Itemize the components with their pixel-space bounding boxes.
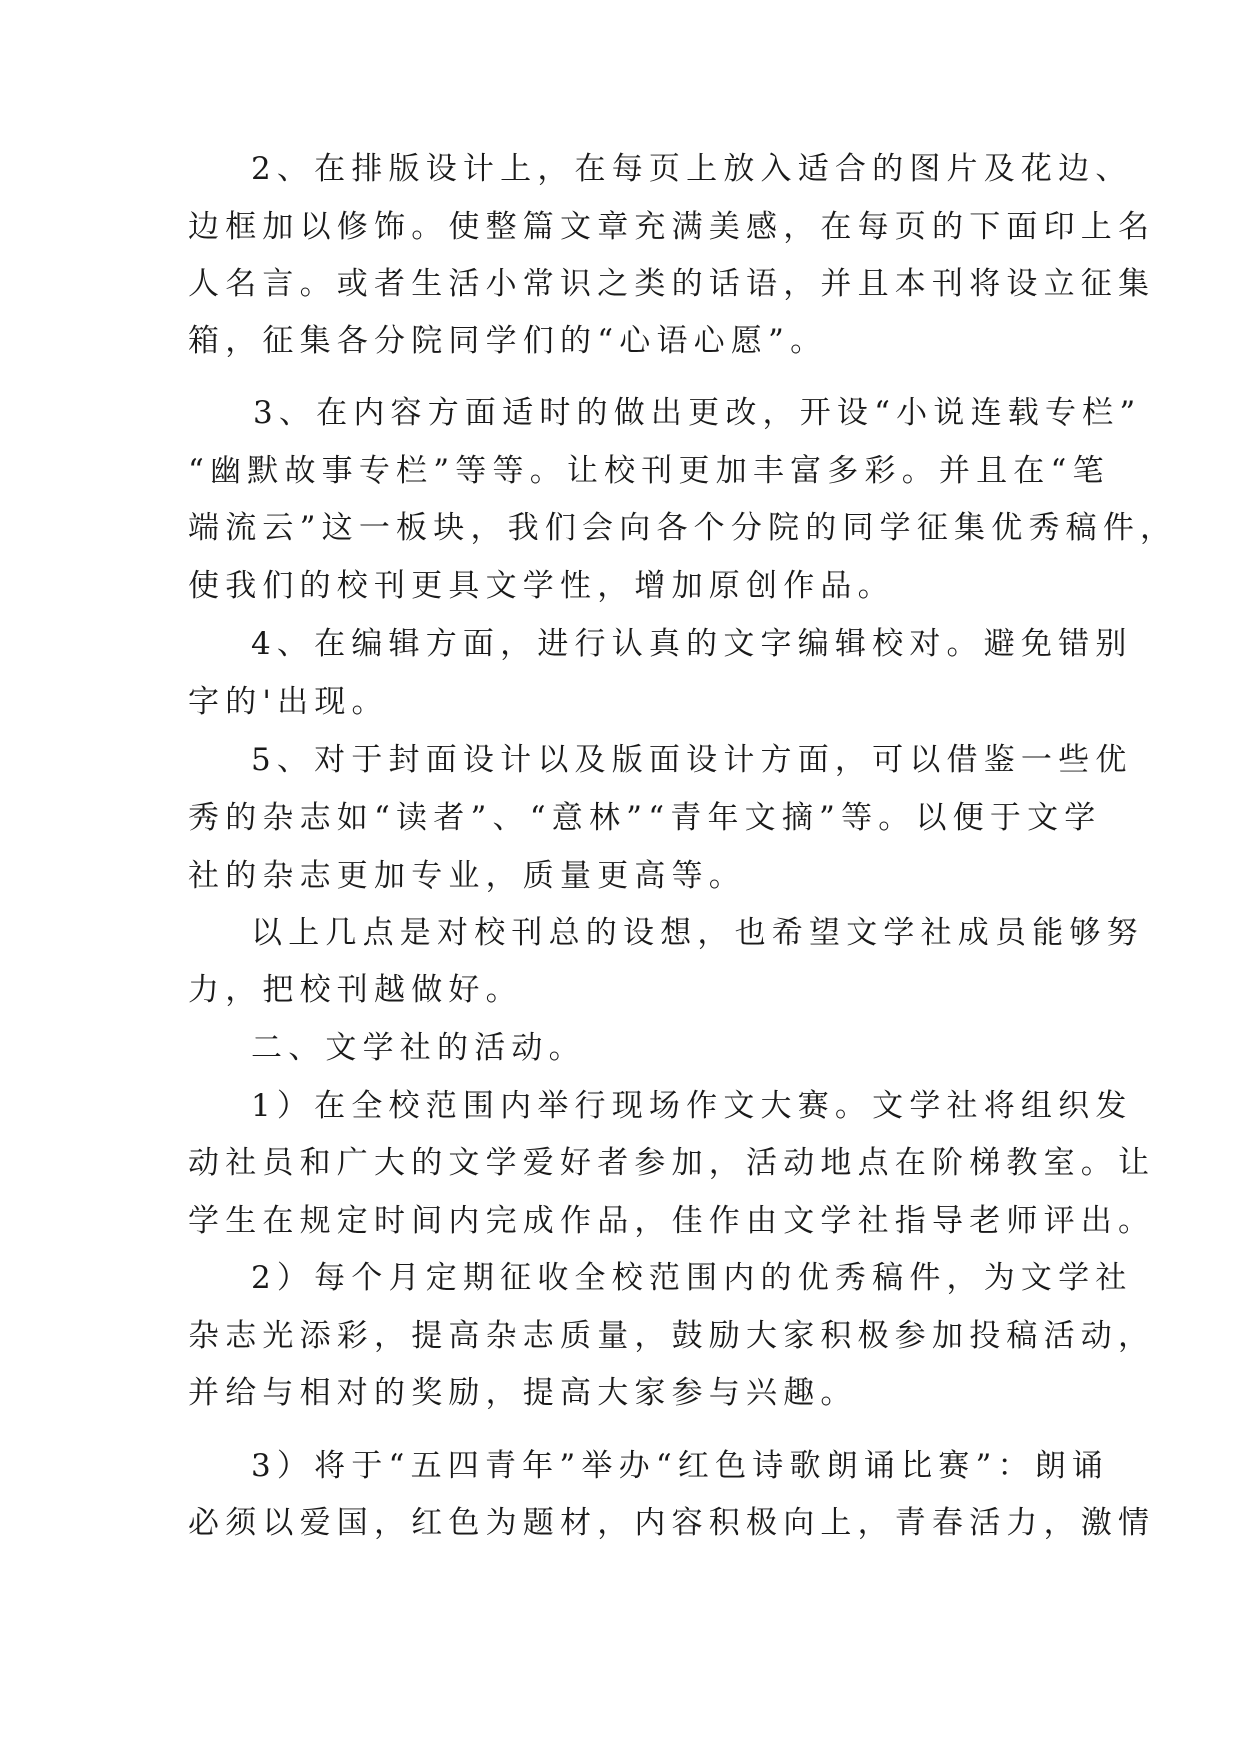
text-line: 杂志光添彩，提高杂志质量，鼓励大家积极参加投稿活动，	[188, 1318, 1156, 1354]
text-line: 1）在全校范围内举行现场作文大赛。文学社将组织发	[251, 1088, 1133, 1124]
text-line: 学生在规定时间内完成作品，佳作由文学社指导老师评出。	[188, 1203, 1156, 1239]
text-line: “幽默故事专栏”等等。让校刊更加丰富多彩。并且在“笔	[188, 453, 1110, 489]
section-heading: 二、文学社的活动。	[251, 1030, 586, 1066]
text-line: 秀的杂志如“读者”、“意林”“青年文摘”等。以便于文学	[188, 800, 1102, 836]
text-line: 以上几点是对校刊总的设想，也希望文学社成员能够努	[251, 915, 1144, 951]
text-line: 2、在排版设计上，在每页上放入适合的图片及花边、	[251, 151, 1133, 187]
text-line: 箱，征集各分院同学们的“心语心愿”。	[188, 323, 828, 359]
text-line: 动社员和广大的文学爱好者参加，活动地点在阶梯教室。让	[188, 1145, 1156, 1181]
text-line: 3）将于“五四青年”举办“红色诗歌朗诵比赛”：朗诵	[251, 1448, 1110, 1484]
text-line: 社的杂志更加专业，质量更高等。	[188, 858, 746, 894]
text-line: 5、对于封面设计以及版面设计方面，可以借鉴一些优	[251, 742, 1133, 778]
text-line: 2）每个月定期征收全校范围内的优秀稿件，为文学社	[251, 1260, 1133, 1296]
text-line: 力，把校刊越做好。	[188, 972, 523, 1008]
text-line: 边框加以修饰。使整篇文章充满美感，在每页的下面印上名	[188, 209, 1156, 245]
text-line: 并给与相对的奖励，提高大家参与兴趣。	[188, 1375, 858, 1411]
text-line: 字的'出现。	[188, 684, 389, 720]
text-line: 人名言。或者生活小常识之类的话语，并且本刊将设立征集	[188, 266, 1156, 302]
text-line: 3、在内容方面适时的做出更改，开设“小说连载专栏”	[253, 395, 1142, 431]
text-line: 端流云”这一板块，我们会向各个分院的同学征集优秀稿件，	[188, 510, 1178, 546]
text-line: 4、在编辑方面，进行认真的文字编辑校对。避免错别	[251, 626, 1133, 662]
text-line: 必须以爱国，红色为题材，内容积极向上，青春活力，激情	[188, 1505, 1156, 1541]
text-line: 使我们的校刊更具文学性，增加原创作品。	[188, 568, 895, 604]
